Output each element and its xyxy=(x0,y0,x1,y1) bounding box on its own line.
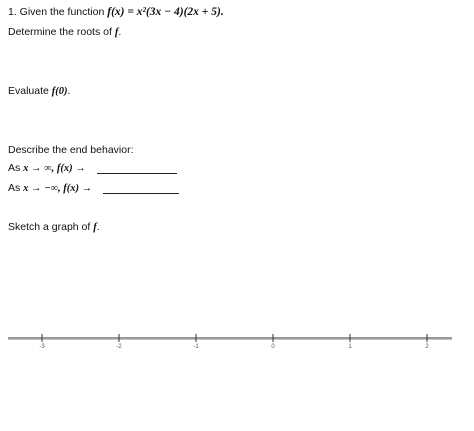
evaluate-end: . xyxy=(67,85,71,97)
problem-prefix: 1. Given the function xyxy=(8,6,108,18)
tick-label: -1 xyxy=(193,344,199,350)
tick-label: 0 xyxy=(271,344,275,350)
line2-expr: x → −∞, f(x) → xyxy=(23,183,93,194)
roots-text: Determine the roots of xyxy=(8,26,115,38)
line1-expr: x → ∞, f(x) → xyxy=(23,163,86,174)
end-behavior-heading: Describe the end behavior: xyxy=(8,144,134,156)
roots-fname: f xyxy=(114,27,119,38)
tick-label: 2 xyxy=(425,344,429,350)
sketch-fname: f xyxy=(93,222,97,233)
line2-as: As xyxy=(8,182,24,194)
evaluate-text: Evaluate xyxy=(8,85,52,97)
roots-end: . xyxy=(118,26,122,38)
tick-label: 1 xyxy=(348,344,352,350)
tick-label: -2 xyxy=(116,344,122,350)
tick-label: -3 xyxy=(39,344,45,350)
sketch-text: Sketch a graph of xyxy=(8,221,94,233)
sketch-end: . xyxy=(96,221,100,233)
line1-as: As xyxy=(8,162,24,174)
function-expression: f(x) = x²(3x − 4)(2x + 5). xyxy=(107,6,224,18)
tick-group xyxy=(39,334,429,350)
evaluate-expr: f(0) xyxy=(51,86,68,97)
